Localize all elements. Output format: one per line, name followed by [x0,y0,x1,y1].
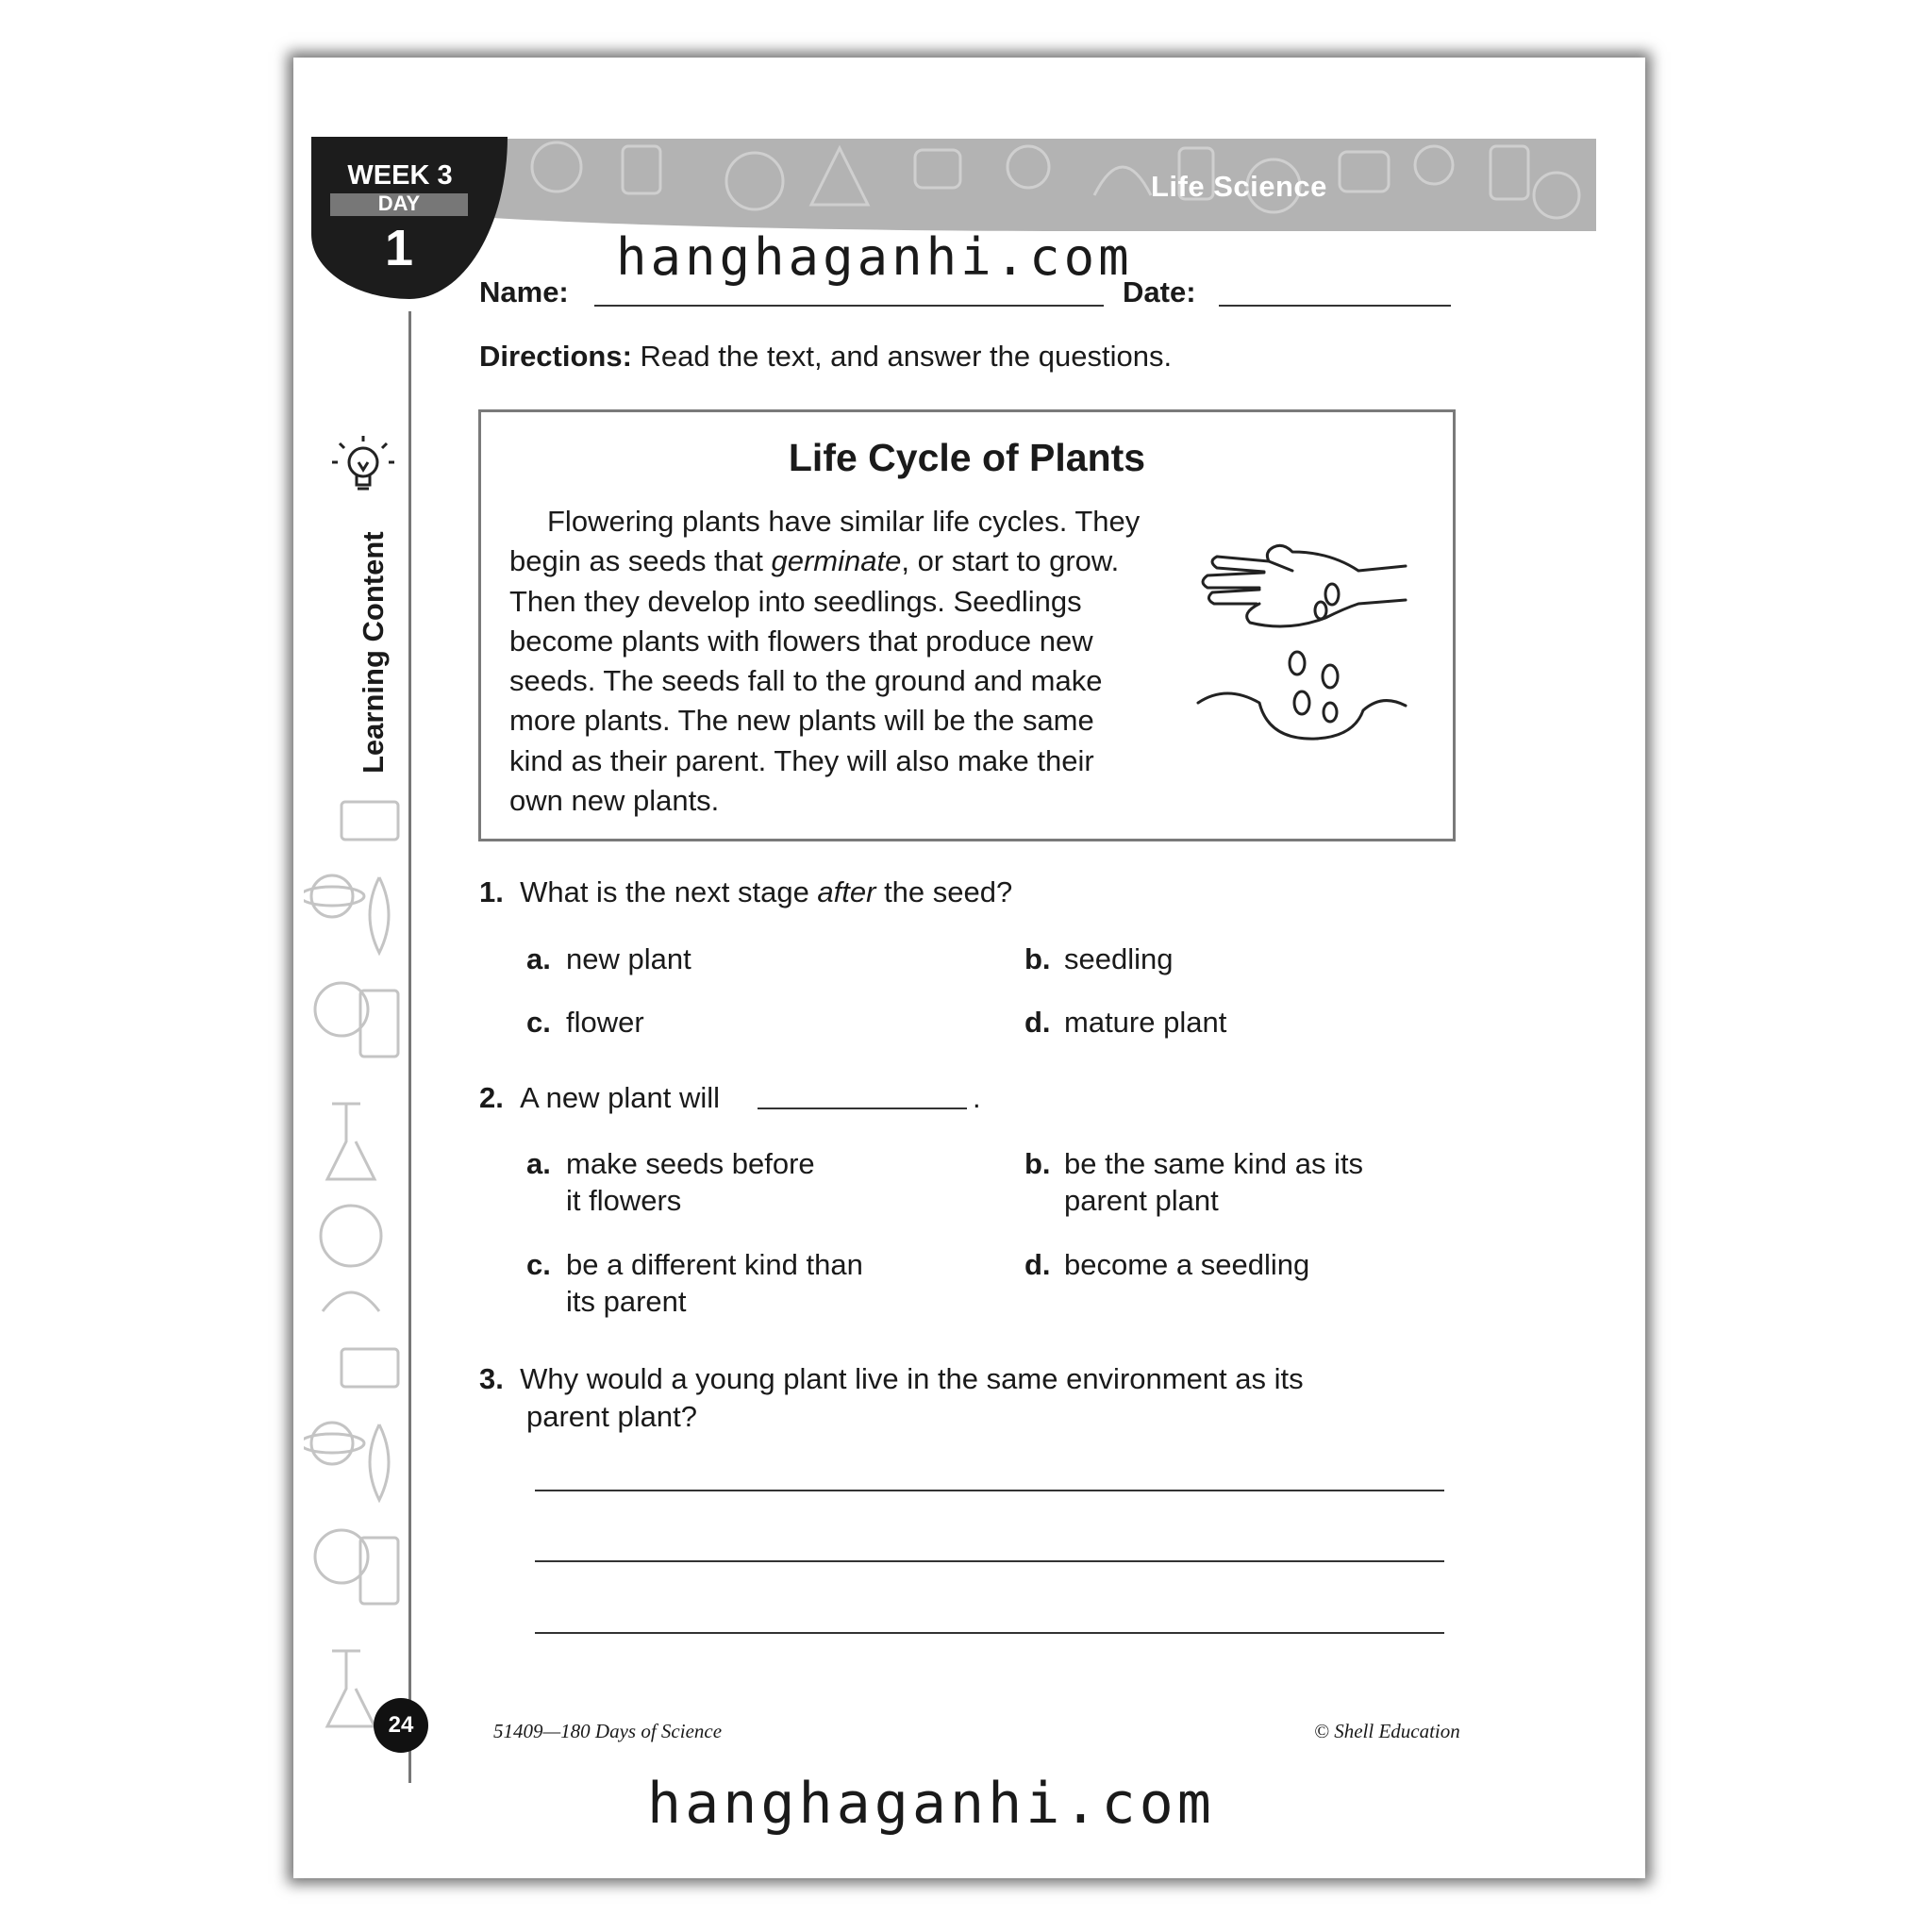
sidebar-label: Learning Content [357,531,390,774]
q2-option-d[interactable]: d. become a seedling [1024,1248,1310,1281]
q1-option-a[interactable]: a. new plant [526,942,691,975]
page-number: 24 [374,1698,428,1753]
question-1: 1. What is the next stage after the seed? [479,875,1013,908]
watermark-top: hanghaganhi.com [616,227,1133,287]
q2-option-b[interactable]: b. be the same kind as its parent plant [1024,1147,1364,1217]
q2-blank-line[interactable] [758,1108,967,1109]
reading-passage [509,502,1170,821]
question-number: 1. [479,875,504,908]
passage-line: become plants with flowers that produce new [509,624,1093,658]
question-2: 2. A new plant will [479,1081,721,1114]
q3-answer-line-3[interactable] [535,1632,1444,1634]
passage-line: own new plants. [509,784,720,818]
q2-option-c[interactable]: c. be a different kind than its parent [526,1248,863,1318]
passage-emphasis: germinate [771,544,902,578]
badge-day-number: 1 [384,220,414,276]
question-number: 3. [479,1362,504,1395]
question-number: 2. [479,1081,504,1114]
sidebar-divider [408,311,411,1783]
date-input-line[interactable] [1219,305,1451,307]
passage-line: more plants. The new plants will be the same [509,704,1094,738]
science-doodles-icon [304,783,408,1783]
directions-text: Read the text, and answer the questions. [640,340,1173,373]
passage-line: begin as seeds that germinate, or start to grow. [509,544,1120,578]
q1-option-d[interactable]: d. mature plant [1024,1006,1227,1039]
question-3: 3. Why would a young plant live in the same environment as its parent plant? [479,1362,1304,1433]
passage-line: kind as their parent. They will also make their [509,743,1094,777]
directions-label: Directions: [479,340,632,373]
q1-option-b[interactable]: b. seedling [1024,942,1174,975]
hand-dropping-seeds-icon [1193,514,1410,750]
passage-line: Flowering plants have similar life cycles. They [547,505,1141,538]
q2-option-a[interactable]: a. make seeds before it flowers [526,1147,815,1217]
name-input-line[interactable] [594,305,1104,307]
directions [479,340,1172,374]
q3-answer-line-2[interactable] [535,1560,1444,1562]
date-label: Date: [1123,275,1196,308]
watermark-bottom: hanghaganhi.com [647,1771,1215,1837]
q3-answer-line-1[interactable] [535,1490,1444,1491]
footer-right: © Shell Education [1314,1720,1460,1742]
worksheet-page [293,58,1645,1878]
question-emphasis: after [817,875,876,908]
q1-option-c[interactable]: c. flower [526,1006,644,1039]
name-label: Name: [479,275,569,308]
badge-week: WEEK 3 [347,160,453,191]
badge-day: DAY [377,192,421,215]
passage-line: seeds. The seeds fall to the ground and make [509,664,1103,698]
reading-title: Life Cycle of Plants [788,436,1146,479]
q2-end-period: . [973,1081,981,1114]
footer-left: 51409—180 Days of Science [493,1720,723,1742]
subject-label: Life Science [1151,170,1327,203]
lightbulb-icon [330,434,396,500]
passage-line: Then they develop into seedlings. Seedlings [509,584,1082,618]
